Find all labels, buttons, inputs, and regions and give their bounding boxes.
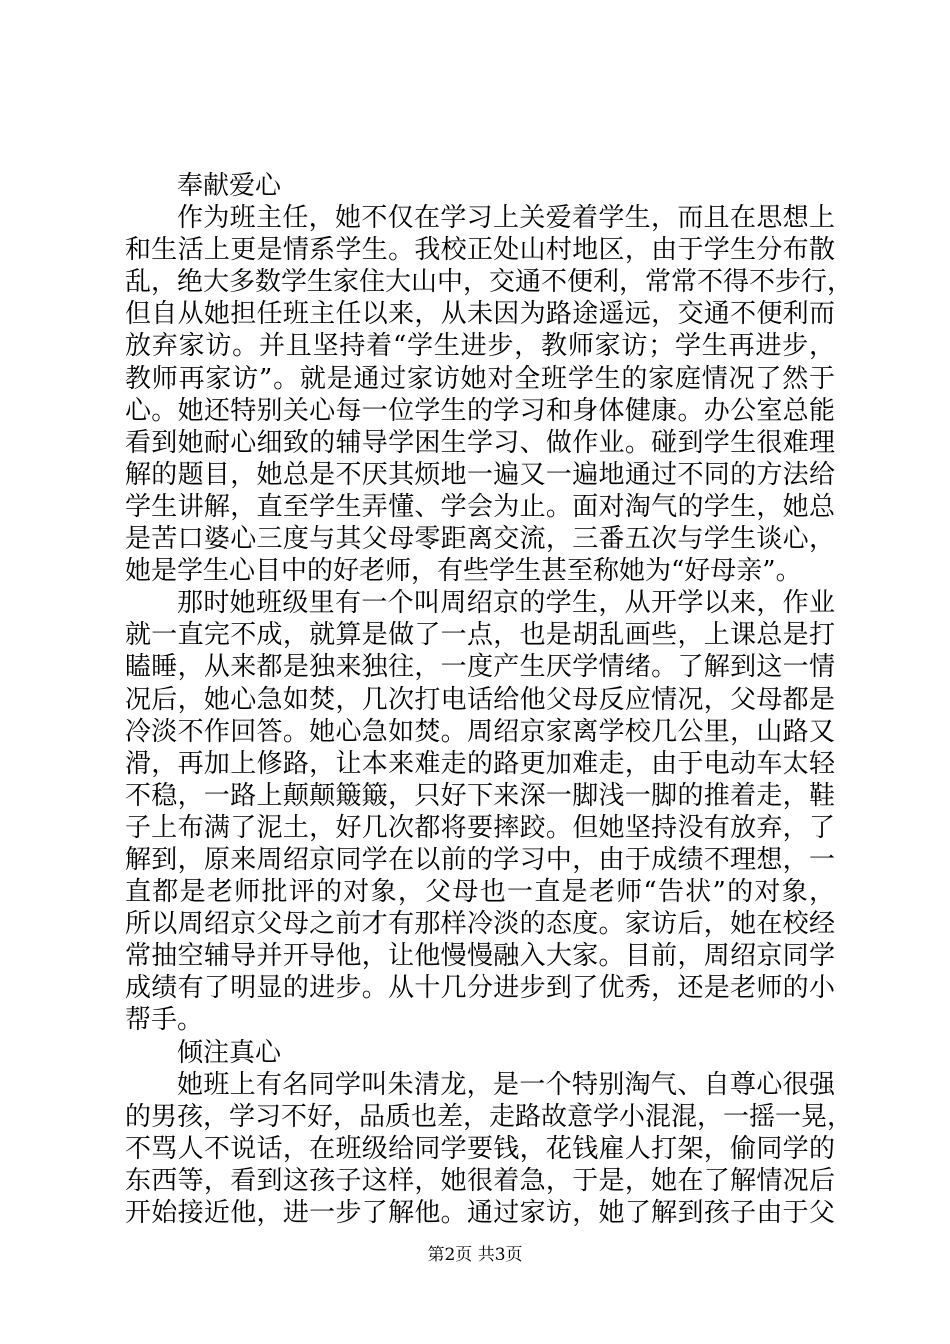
- text-line: 不稳，一路上颠颠簸簸，只好下来深一脚浅一脚的推着走，鞋: [125, 780, 835, 811]
- text-line: 冷淡不作回答。她心急如焚。周绍京家离学校几公里，山路又: [125, 716, 835, 747]
- text-line: 就一直完不成，就算是做了一点，也是胡乱画些，上课总是打: [125, 620, 835, 651]
- text-line: 她是学生心目中的好老师，有些学生甚至称她为“好母亲”。: [125, 556, 802, 587]
- text-line: 倾注真心: [177, 1037, 282, 1068]
- text-line: 她班上有名同学叫朱清龙，是一个特别淘气、自尊心很强: [177, 1069, 835, 1100]
- text-line: 的男孩，学习不好，品质也差，走路故意学小混混，一摇一晃，: [125, 1101, 854, 1132]
- text-line: 但自从她担任班主任以来，从未因为路途遥远，交通不便利而: [125, 299, 835, 330]
- text-line: 奉献爱心: [177, 171, 282, 201]
- text-line: 那时她班级里有一个叫周绍京的学生，从开学以来，作业: [177, 588, 835, 619]
- text-line: 不骂人不说话，在班级给同学要钱，花钱雇人打架，偷同学的: [125, 1133, 835, 1164]
- text-line: 瞌睡，从来都是独来独往，一度产生厌学情绪。了解到这一情: [125, 652, 835, 683]
- text-line: 况后，她心急如焚，几次打电话给他父母反应情况，父母都是: [125, 684, 835, 715]
- text-line: 看到她耐心细致的辅导学困生学习、做作业。碰到学生很难理: [125, 427, 835, 458]
- page-footer: 第2页 共3页: [427, 1245, 523, 1265]
- text-line: 心。她还特别关心每一位学生的学习和身体健康。办公室总能: [125, 395, 835, 426]
- text-line: 乱，绝大多数学生家住大山中，交通不便利，常常不得不步行，: [125, 267, 854, 298]
- text-line: 教师再家访”。就是通过家访她对全班学生的家庭情况了然于: [125, 363, 835, 394]
- text-line: 所以周绍京父母之前才有那样冷淡的态度。家访后，她在校经: [125, 909, 835, 940]
- text-line: 学生讲解，直至学生弄懂、学会为止。面对淘气的学生，她总: [125, 491, 835, 522]
- text-line: 成绩有了明显的进步。从十几分进步到了优秀，还是老师的小: [125, 973, 835, 1004]
- text-line: 放弃家访。并且坚持着“学生进步，教师家访；学生再进步，: [125, 331, 835, 362]
- text-line: 滑，再加上修路，让本来难走的路更加难走，由于电动车太轻: [125, 748, 835, 779]
- text-line: 东西等，看到这孩子这样，她很着急，于是，她在了解情况后: [125, 1165, 835, 1196]
- text-line: 常抽空辅导并开导他，让他慢慢融入大家。目前，周绍京同学: [125, 941, 835, 972]
- text-line: 直都是老师批评的对象，父母也一直是老师“告状”的对象，: [125, 877, 835, 908]
- text-line: 作为班主任，她不仅在学习上关爱着学生，而且在思想上: [177, 203, 835, 234]
- text-line: 解的题目，她总是不厌其烦地一遍又一遍地通过不同的方法给: [125, 459, 835, 490]
- text-line: 解到，原来周绍京同学在以前的学习中，由于成绩不理想，一: [125, 844, 835, 875]
- text-line: 子上布满了泥土，好几次都将要摔跤。但她坚持没有放弃，了: [125, 812, 835, 843]
- text-line: 帮手。: [125, 1005, 204, 1036]
- body-text: [125, 170, 854, 1229]
- text-line: 是苦口婆心三度与其父母零距离交流，三番五次与学生谈心，: [125, 524, 835, 555]
- text-line: 和生活上更是情系学生。我校正处山村地区，由于学生分布散: [125, 235, 835, 266]
- text-line: 开始接近他，进一步了解他。通过家访，她了解到孩子由于父: [125, 1198, 835, 1228]
